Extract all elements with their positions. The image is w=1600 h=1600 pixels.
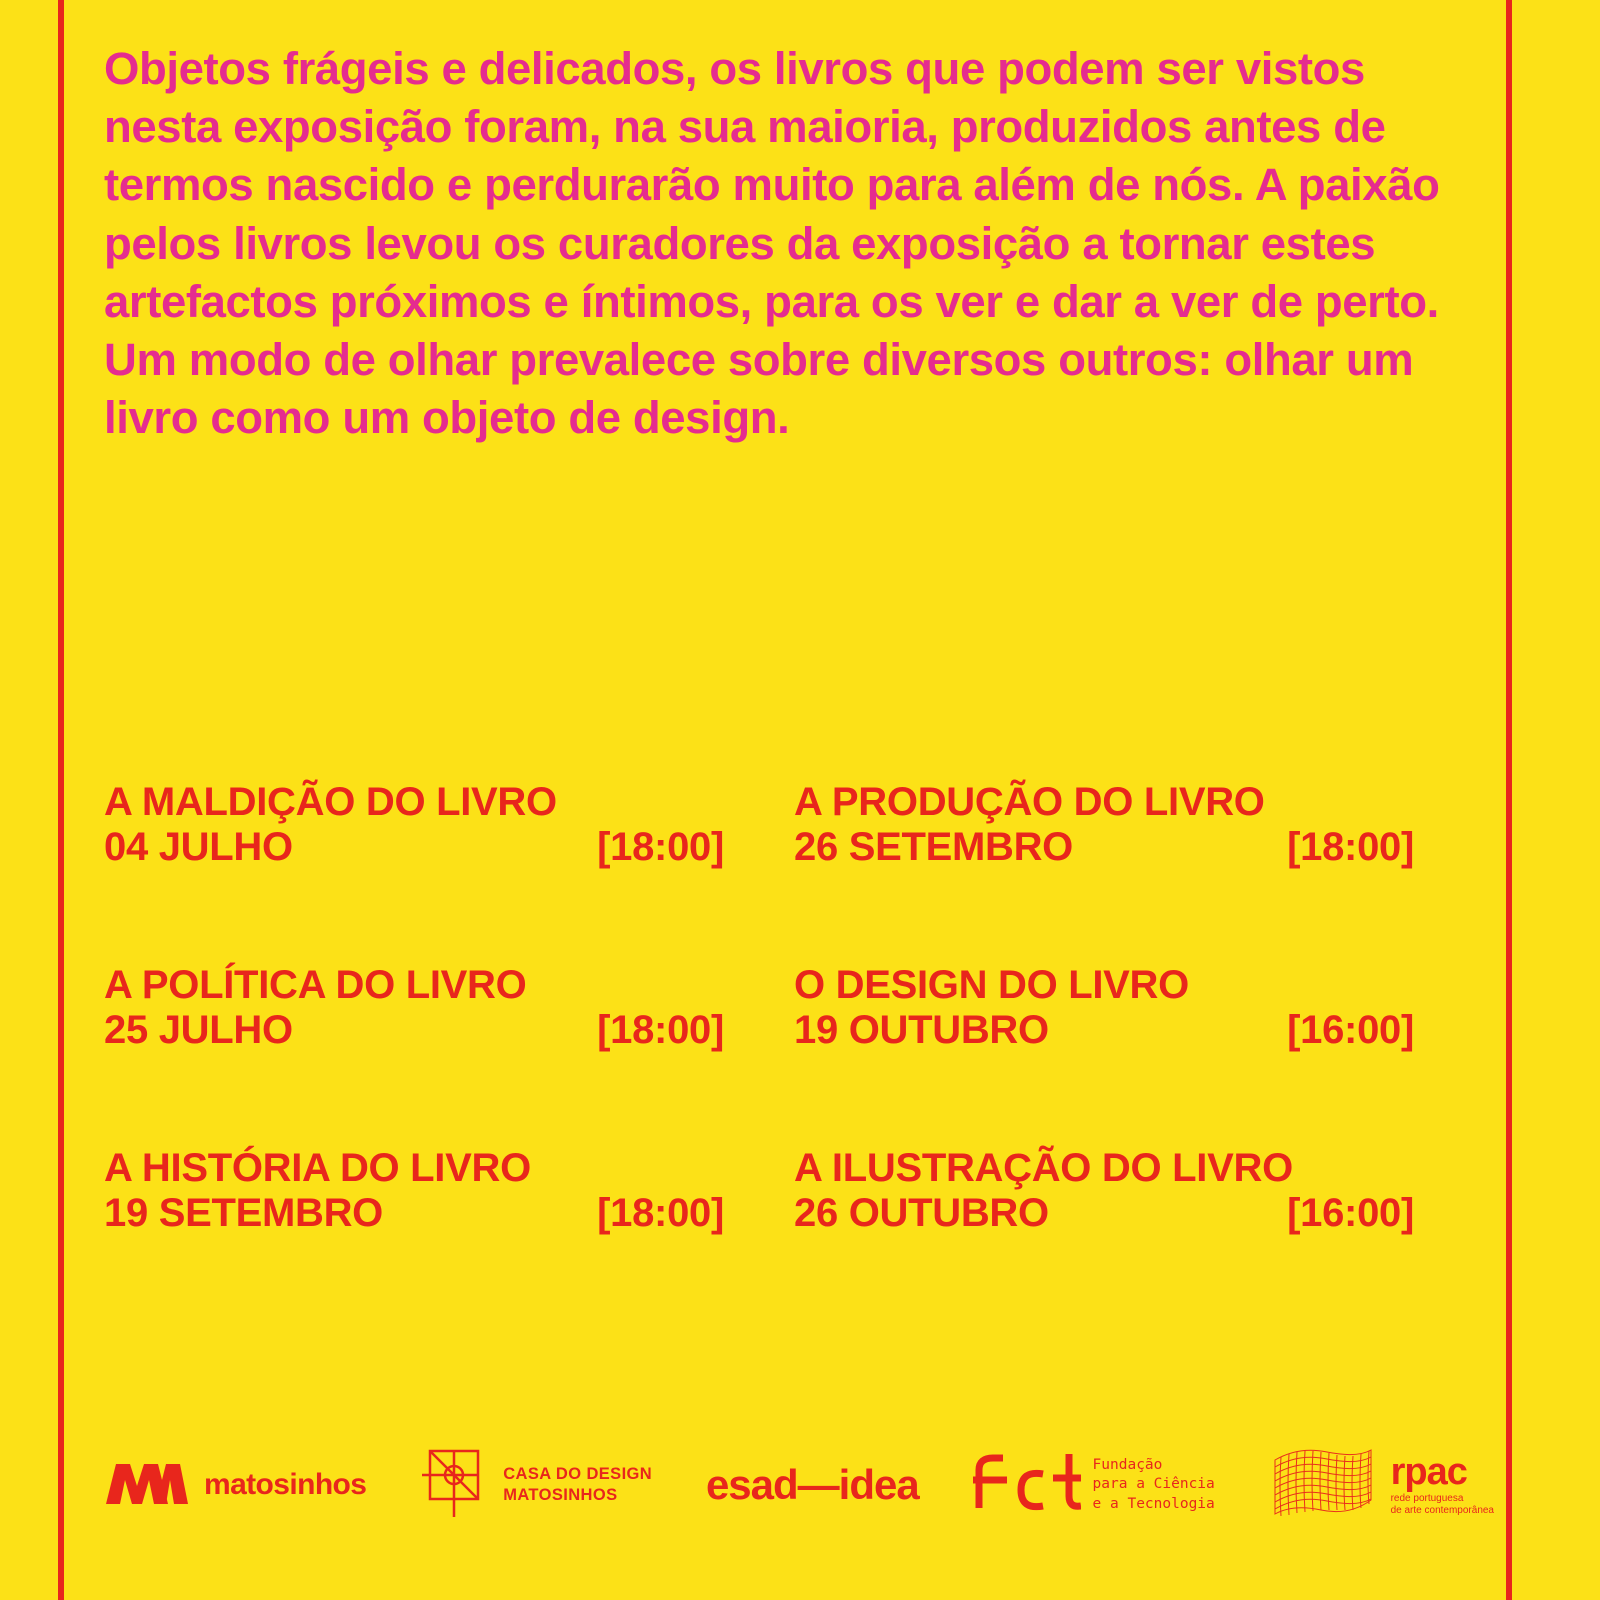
session-title: A ILUSTRAÇÃO DO LIVRO bbox=[794, 1146, 1293, 1190]
session-title: A PRODUÇÃO DO LIVRO bbox=[794, 780, 1265, 824]
footer-logos bbox=[104, 1430, 1494, 1540]
session-item bbox=[104, 963, 794, 1146]
matosinhos-m-icon bbox=[104, 1460, 190, 1511]
logo-casa-do-design bbox=[420, 1443, 652, 1528]
logo-fct-line3: e a Tecnologia bbox=[1092, 1495, 1215, 1512]
session-schedule bbox=[794, 825, 1414, 870]
rpac-mesh-icon bbox=[1269, 1440, 1377, 1531]
session-date: 26 OUTUBRO bbox=[794, 1190, 1049, 1235]
casa-do-design-monogram-icon bbox=[420, 1443, 490, 1528]
session-title: A HISTÓRIA DO LIVRO bbox=[104, 1146, 531, 1190]
logo-matosinhos-label: matosinhos bbox=[204, 1468, 367, 1501]
logo-rpac-line1: rede portuguesa bbox=[1390, 1493, 1464, 1504]
session-time: [16:00] bbox=[1287, 1190, 1414, 1235]
logo-fct-label bbox=[1093, 1456, 1215, 1515]
right-red-rule bbox=[1506, 0, 1512, 1600]
logo-esad-idea-label: esad—idea bbox=[705, 1461, 919, 1508]
session-item bbox=[104, 780, 794, 963]
logo-rpac-line2: de arte contemporânea bbox=[1390, 1505, 1494, 1516]
session-time: [18:00] bbox=[1287, 824, 1414, 869]
session-title: A MALDIÇÃO DO LIVRO bbox=[104, 780, 557, 824]
session-time: [16:00] bbox=[1287, 1007, 1414, 1052]
session-schedule bbox=[104, 825, 724, 870]
session-schedule bbox=[794, 1191, 1414, 1236]
session-item bbox=[104, 1146, 794, 1329]
logo-casa-do-design-label bbox=[503, 1464, 652, 1505]
session-date: 19 SETEMBRO bbox=[104, 1190, 383, 1235]
logo-fct bbox=[973, 1452, 1215, 1519]
logo-casa-line2: MATOSINHOS bbox=[503, 1486, 618, 1504]
session-item bbox=[794, 780, 1484, 963]
session-date: 26 SETEMBRO bbox=[794, 824, 1073, 869]
logo-fct-line1: Fundação bbox=[1092, 1456, 1163, 1473]
session-time: [18:00] bbox=[597, 1007, 724, 1052]
session-schedule bbox=[104, 1008, 724, 1053]
logo-rpac-label: rpac bbox=[1390, 1451, 1467, 1493]
session-date: 25 JULHO bbox=[104, 1007, 293, 1052]
logo-rpac-tagline bbox=[1391, 1493, 1494, 1517]
session-item bbox=[794, 1146, 1484, 1329]
sessions-list bbox=[104, 780, 1484, 1329]
intro-paragraph: Objetos frágeis e delicados, os livros que podem ser vistos nesta exposição foram, na sua maioria, produzidos antes de termos nascido e perdurarão muito para além de nós. A paixão pelos livros levou os curadores da exposição a tornar estes artefactos próximos e íntimos, para os ver e dar a ver de perto. Um modo de olhar prevalece sobre diversos outros: olhar um livro como um objeto de design. bbox=[104, 43, 1440, 444]
session-time: [18:00] bbox=[597, 824, 724, 869]
session-item bbox=[794, 963, 1484, 1146]
logo-fct-line2: para a Ciência bbox=[1092, 1476, 1215, 1493]
session-date: 19 OUTUBRO bbox=[794, 1007, 1049, 1052]
session-schedule bbox=[794, 1008, 1414, 1053]
left-red-rule bbox=[58, 0, 64, 1600]
logo-rpac bbox=[1269, 1440, 1494, 1531]
session-schedule bbox=[104, 1191, 724, 1236]
session-title: A POLÍTICA DO LIVRO bbox=[104, 963, 527, 1007]
session-title: O DESIGN DO LIVRO bbox=[794, 963, 1189, 1007]
logo-casa-line1: CASA DO DESIGN bbox=[503, 1465, 653, 1484]
fct-wordmark-icon bbox=[973, 1452, 1081, 1519]
logo-rpac-text bbox=[1391, 1453, 1494, 1517]
session-date: 04 JULHO bbox=[104, 824, 293, 869]
logo-esad-idea bbox=[706, 1461, 919, 1509]
logo-matosinhos bbox=[104, 1460, 366, 1511]
session-time: [18:00] bbox=[597, 1190, 724, 1235]
